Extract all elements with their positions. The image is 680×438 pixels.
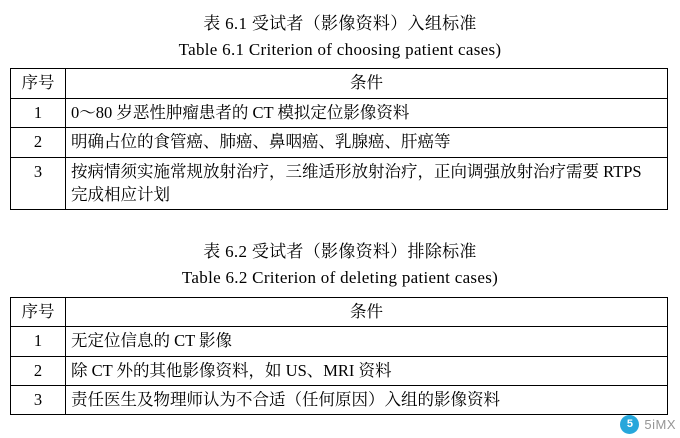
row-index: 3: [11, 385, 66, 414]
table-row: [11, 385, 668, 414]
table-caption-6-2-en: Table 6.2 Criterion of deleting patient cases): [181, 268, 499, 288]
table-block-6-2: [10, 240, 670, 415]
table-caption-6-2: [10, 240, 670, 290]
table-header-row: [11, 69, 668, 98]
row-condition: 无定位信息的 CT 影像: [66, 327, 668, 356]
watermark-logo-icon: 5: [620, 415, 639, 434]
table-header-row: [11, 297, 668, 326]
table-caption-6-1-en: Table 6.1 Criterion of choosing patient cases): [178, 39, 502, 59]
table-row: [11, 128, 668, 157]
row-condition: 0～80 岁恶性肿瘤患者的 CT 模拟定位影像资料: [66, 98, 668, 127]
table-caption-6-2-cn: 表 6.2 受试者（影像资料）排除标准: [203, 242, 477, 262]
column-header-condition: 条件: [66, 69, 668, 98]
table-caption-6-1-cn: 表 6.1 受试者（影像资料）入组标准: [203, 14, 477, 33]
table-row: [11, 327, 668, 356]
row-index: 3: [11, 157, 66, 210]
column-header-condition: 条件: [66, 297, 668, 326]
row-condition: 责任医生及物理师认为不合适（任何原因）入组的影像资料: [66, 385, 668, 414]
table-6-2: [10, 297, 668, 416]
table-6-1: [10, 68, 668, 210]
row-index: 2: [11, 128, 66, 157]
watermark: [620, 415, 676, 434]
section-spacer: [10, 220, 670, 240]
row-index: 1: [11, 98, 66, 127]
row-index: 1: [11, 327, 66, 356]
row-condition: 明确占位的食管癌、肺癌、鼻咽癌、乳腺癌、肝癌等: [66, 128, 668, 157]
column-header-index: 序号: [11, 69, 66, 98]
table-row: [11, 356, 668, 385]
table-block-6-1: [10, 12, 670, 210]
table-row: [11, 157, 668, 210]
table-row: [11, 98, 668, 127]
row-condition: 按病情须实施常规放射治疗，三维适形放射治疗，正向调强放射治疗需要 RTPS 完成相应计划: [66, 157, 668, 210]
row-index: 2: [11, 356, 66, 385]
column-header-index: 序号: [11, 297, 66, 326]
table-caption-6-1: [10, 12, 670, 62]
watermark-label: 5iMX: [644, 417, 676, 432]
row-condition: 除 CT 外的其他影像资料，如 US、MRI 资料: [66, 356, 668, 385]
